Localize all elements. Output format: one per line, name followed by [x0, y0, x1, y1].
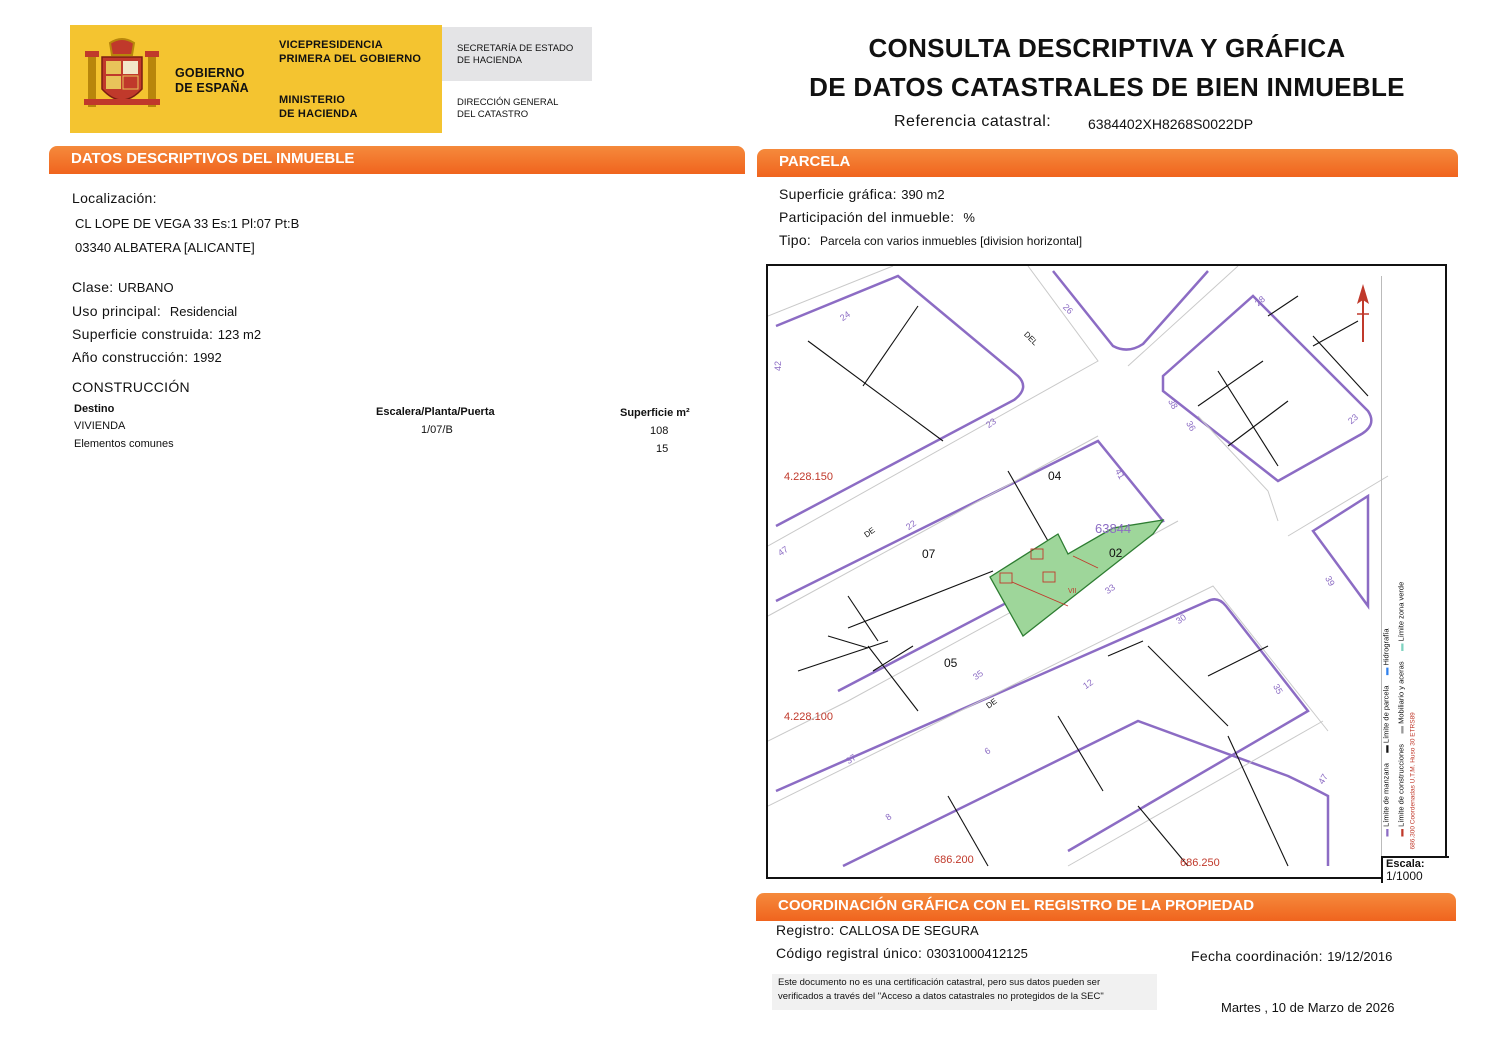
tipo-row	[779, 232, 1082, 250]
street-number: 28	[1252, 293, 1268, 309]
section-parcela: PARCELA	[757, 149, 1458, 177]
gobierno-label: GOBIERNO DE ESPAÑA	[175, 66, 249, 95]
scale-box	[1381, 856, 1449, 883]
superficie-label: Superficie construida:	[72, 326, 214, 342]
y-coord-bottom: 4.228.100	[784, 711, 833, 723]
block-outline	[1163, 293, 1371, 481]
superficie-row	[72, 326, 261, 344]
construccion-title: CONSTRUCCIÓN	[72, 379, 190, 395]
block-outline	[776, 276, 1023, 526]
legend-construcciones: Límite de construcciones	[1396, 743, 1406, 827]
disclaimer-box	[772, 974, 1157, 1010]
sup-grafica-label: Superficie gráfica:	[779, 186, 897, 202]
address-line1: CL LOPE DE VEGA 33 Es:1 Pl:07 Pt:B	[75, 216, 300, 231]
lot-label: 02	[1109, 546, 1123, 560]
street-number: 12	[1081, 677, 1095, 691]
participacion-label: Participación del inmueble:	[779, 209, 955, 225]
street-number: 42	[773, 360, 784, 372]
codigo-label: Código registral único:	[776, 945, 923, 961]
street-number: 47	[1316, 772, 1330, 786]
address-line2: 03340 ALBATERA [ALICANTE]	[75, 240, 255, 255]
uso-label: Uso principal:	[72, 303, 162, 319]
lot-label: 05	[944, 656, 958, 670]
section-datos-descriptivos: DATOS DESCRIPTIVOS DEL INMUEBLE	[49, 146, 745, 174]
legend-mobiliario: Mobiliario y aceras	[1396, 661, 1406, 724]
legend-row-2: ▬ Límite de construcciones ▬ Mobiliario y aceras ▬ Límite zona verde	[1396, 581, 1406, 837]
map-drawing	[768, 266, 1447, 879]
street-name: DE	[984, 696, 999, 711]
y-coord-top: 4.228.150	[784, 471, 833, 483]
referencia-label: Referencia catastral:	[894, 113, 1052, 130]
legend-zona-verde: Límite zona verde	[1396, 581, 1406, 642]
clase-label: Clase:	[72, 279, 114, 295]
registro-value: CALLOSA DE SEGURA	[839, 923, 979, 938]
street-number: 37	[844, 752, 858, 766]
street-number: 38	[1166, 397, 1180, 411]
block-outline	[776, 599, 1308, 851]
col-superficie: Superficie m²	[620, 407, 690, 419]
disclaimer-line2: verificados a través del "Acceso a datos catastrales no protegidos de la SEC"	[778, 991, 1104, 1002]
superficie-value: 123 m2	[217, 327, 262, 342]
page-title-line1: CONSULTA DESCRIPTIVA Y GRÁFICA	[868, 33, 1346, 63]
street-number: 33	[1103, 582, 1117, 596]
street-name: DE	[862, 525, 877, 540]
north-arrow-icon	[1356, 284, 1370, 344]
street-number: 23	[1345, 411, 1361, 427]
street-name: DEL	[1022, 329, 1040, 348]
cadastral-map[interactable]	[766, 264, 1447, 879]
ministerio-label: MINISTERIO DE HACIENDA	[279, 94, 358, 120]
street-number: 39	[1323, 574, 1337, 588]
legend-hidrografia: Hidrografía	[1381, 628, 1391, 666]
street-number: 22	[904, 518, 918, 532]
lot-label: 04	[1048, 469, 1062, 483]
street-number: 36	[1184, 419, 1198, 433]
anio-value: 1992	[192, 350, 222, 365]
clase-value: URBANO	[117, 280, 174, 295]
secretaria-label: SECRETARÍA DE ESTADO DE HACIENDA	[457, 43, 574, 66]
highlighted-parcel	[990, 520, 1163, 636]
sup-grafica-row	[779, 186, 945, 204]
street-number: 6	[982, 745, 993, 757]
vicepresidencia-label: VICEPRESIDENCIA PRIMERA DEL GOBIERNO	[279, 39, 422, 65]
block-outline	[1053, 271, 1208, 350]
tipo-value: Parcela con varios inmuebles [division horizontal]	[820, 234, 1083, 248]
x-coord-right: 686.250	[1180, 857, 1220, 869]
document-date: Martes , 10 de Marzo de 2026	[1221, 1000, 1395, 1015]
street-number: 47	[776, 544, 790, 558]
anio-row	[72, 349, 222, 367]
section-coordinacion: COORDINACIÓN GRÁFICA CON EL REGISTRO DE LA PROPIEDAD	[756, 893, 1456, 921]
codigo-row	[776, 945, 1028, 963]
street-number: 26	[1060, 301, 1076, 317]
row-destino: Elementos comunes	[74, 438, 174, 450]
disclaimer-line1: Este documento no es una certificación catastral, pero sus datos pueden ser	[778, 977, 1101, 988]
tipo-label: Tipo:	[779, 232, 812, 248]
street-number: 30	[1174, 612, 1188, 626]
col-destino: Destino	[74, 403, 115, 415]
fecha-value: 19/12/2016	[1327, 949, 1393, 964]
legend-coords: 686.300 Coordenadas U.T.M. Huso 30 ETRS89	[1409, 712, 1417, 850]
street-number: 24	[838, 309, 852, 323]
fecha-row	[1191, 948, 1392, 966]
sup-grafica-value: 390 m2	[901, 187, 945, 202]
coat-of-arms-icon	[84, 37, 160, 117]
x-coord-left: 686.200	[934, 854, 974, 866]
row-destino: VIVIENDA	[74, 420, 126, 432]
direccion-general-label: DIRECCIÓN GENERAL DEL CATASTRO	[457, 97, 559, 120]
street-number: 41	[1113, 467, 1127, 481]
page-title-line2: DE DATOS CATASTRALES DE BIEN INMUEBLE	[809, 72, 1405, 102]
street-number: 23	[984, 416, 998, 430]
row-superficie: 108	[650, 425, 669, 437]
legend-manzana: Límite de manzana	[1381, 763, 1391, 827]
anio-label: Año construcción:	[72, 349, 189, 365]
lot-label: 07	[922, 547, 936, 561]
codigo-value: 03031000412125	[926, 946, 1028, 961]
street-number: 35	[1271, 682, 1285, 696]
uso-row	[72, 303, 237, 321]
block-outline	[1313, 496, 1368, 606]
plant-label: VII	[1068, 588, 1077, 595]
registro-label: Registro:	[776, 922, 835, 938]
participacion-row	[779, 209, 975, 227]
uso-value: Residencial	[169, 304, 238, 319]
referencia-value: 6384402XH8268S0022DP	[1088, 116, 1254, 132]
street-number: 35	[971, 668, 985, 682]
scale-value: 1/1000	[1386, 869, 1423, 883]
registro-row	[776, 922, 979, 940]
legend-row-1: ▬ Límite de manzana ▬ Límite de parcela ▬ Hidrografía	[1381, 628, 1391, 837]
clase-row	[72, 279, 174, 297]
localizacion-label: Localización:	[72, 190, 157, 206]
row-superficie: 15	[656, 443, 669, 455]
col-escalera: Escalera/Planta/Puerta	[376, 406, 495, 418]
scale-label: Escala:	[1386, 858, 1425, 870]
row-escalera: 1/07/B	[421, 424, 453, 436]
legend-parcela: Límite de parcela	[1381, 685, 1391, 744]
participacion-value: %	[963, 210, 975, 225]
fecha-label: Fecha coordinación:	[1191, 948, 1323, 964]
parcel-ref: 63844	[1095, 521, 1132, 536]
street-number: 8	[883, 811, 894, 823]
